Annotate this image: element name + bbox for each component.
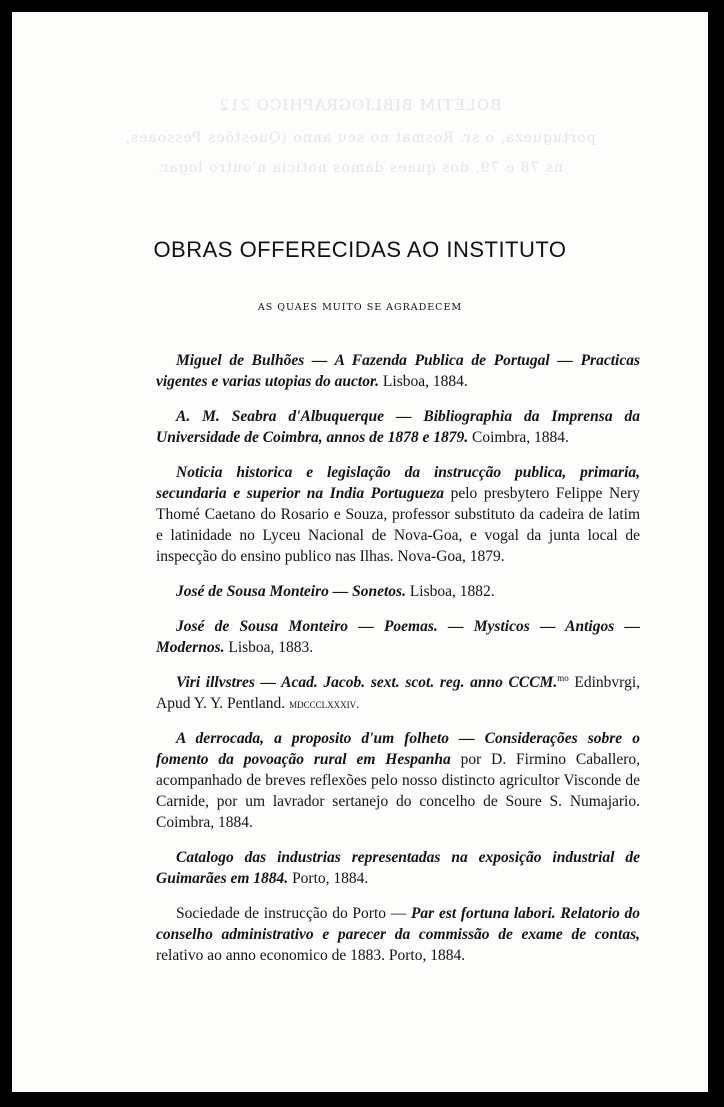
entry-item: [156, 672, 640, 714]
entry-italic: Par est fortuna labori. Relatorio do conselho administrativo e parecer da commissão de exame de contas,: [156, 905, 640, 943]
entry-italic: Noticia historica e legislação da instrucção publica, primaria, secundaria e superior na India Portugueza: [156, 464, 640, 502]
bleed-through-line: BOLETIM BIBLIOGRAPHICO 212: [218, 96, 502, 114]
bleed-through-line: ns 78 e 79, dos quaes damos noticia n'outro logar.: [156, 160, 564, 176]
entry-item: [156, 462, 640, 567]
entry-item: [156, 406, 640, 448]
entry-plain: pelo presbytero Felippe Nery Thomé Caetano do Rosario e Souza, professor substituto da cadeira de latim e latinidade no Lyceu Nacional de Nova-Goa, e vogal da junta local de inspecção do ensino publico nas Ilhas. Nova-Goa, 1879.: [156, 485, 640, 565]
entry-superscript: mo: [557, 672, 569, 683]
entry-italic: Miguel de Bulhões — A Fazenda Publica de Portugal — Practicas vigentes e varias utopias do auctor.: [156, 352, 640, 390]
entry-prefix: Sociedade de instrucção do Porto —: [176, 905, 411, 922]
entry-italic: José de Sousa Monteiro — Sonetos.: [176, 583, 406, 600]
entry-smallcaps: mdccclxxxiv.: [289, 696, 360, 711]
entry-plain: Coimbra, 1884.: [468, 429, 569, 446]
entry-item: [156, 728, 640, 833]
entry-item: [156, 847, 640, 889]
entry-plain: Edinbvrgi, Apud Y. Y. Pentland.: [156, 674, 640, 712]
entry-italic: Viri illvstres — Acad. Jacob. sext. scot. reg. anno CCCM.: [176, 674, 558, 691]
entry-plain: Lisboa, 1883.: [224, 639, 314, 656]
document-page: [12, 12, 708, 1092]
page-title: OBRAS OFFERECIDAS AO INSTITUTO: [153, 237, 567, 262]
entry-item: [156, 903, 640, 966]
entry-item: [156, 616, 640, 658]
page-subtitle: AS QUAES MUITO SE AGRADECEM: [257, 302, 463, 313]
entry-plain: por D. Firmino Caballero, acompanhado de breves reflexões pelo nosso distincto agricultor Visconde de Carnide, por um lavrador sertanejo do concelho de Soure S. Numajario. Coimbra, 1884.: [156, 751, 640, 831]
entry-item: [156, 581, 640, 602]
entry-item: [156, 350, 640, 392]
entry-italic: A derrocada, a proposito d'um folheto — Considerações sobre o fomento da povoação rural em Hespanha: [156, 730, 640, 768]
bleed-through-line: portugueza, o sr. Rosmat no seu anno (Questões Pessoaes,: [124, 130, 596, 146]
entry-italic: Catalogo das industrias representadas na exposição industrial de Guimarães em 1884.: [156, 849, 640, 887]
entry-plain: Lisboa, 1884.: [379, 373, 468, 390]
entry-italic: José de Sousa Monteiro — Poemas. — Mysticos — Antigos — Modernos.: [156, 618, 640, 656]
entry-plain: Porto, 1884.: [288, 870, 369, 887]
entry-italic: A. M. Seabra d'Albuquerque — Bibliographia da Imprensa da Universidade de Coimbra, annos de 1878 e 1879.: [156, 408, 640, 446]
entry-plain: Lisboa, 1882.: [405, 583, 495, 600]
entry-plain: relativo ao anno economico de 1883. Porto, 1884.: [156, 947, 466, 964]
entries-list: [156, 350, 640, 980]
